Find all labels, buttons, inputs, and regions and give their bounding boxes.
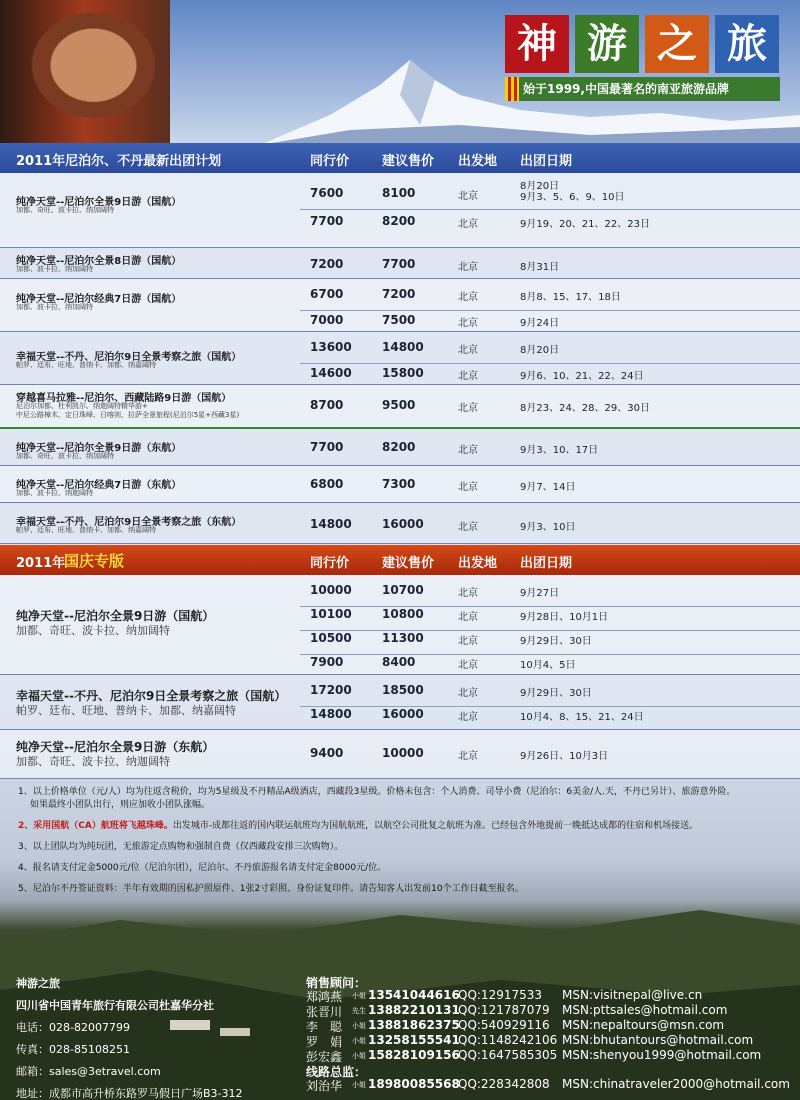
tour-route: 帕罗、廷布、旺地、普纳卡、加都、纳嘉阔特 [16, 704, 236, 717]
tour-name: 纯净天堂--尼泊尔全景9日游（东航） [16, 443, 182, 454]
retail-price: 18500 [382, 683, 424, 697]
agency-phone: 电话：028-82007799 [16, 1021, 130, 1034]
tour-route: 加都、奇旺、波卡拉、纳加阔特 [16, 452, 114, 460]
tour-row [300, 206, 800, 234]
person-phone: 13882210131 [368, 1003, 460, 1017]
retail-price: 7700 [382, 257, 416, 271]
retail-price: 10000 [382, 746, 424, 760]
note-4: 4、报名请支付定金5000元/位（尼泊尔团），尼泊尔、不丹旅游报名请支付定金8000元/位。 [18, 863, 387, 873]
departure-city: 北京 [458, 588, 478, 599]
agent-price: 7600 [310, 186, 344, 200]
departure-city: 北京 [458, 688, 478, 699]
section-title-prefix: 2011年 [16, 556, 66, 571]
departure-dates: 8月20日 9月3、5、6、9、10日 [520, 181, 625, 203]
departure-city: 北京 [458, 219, 478, 230]
section-header-national-day [0, 545, 800, 575]
tour-name: 纯净天堂--尼泊尔经典7日游（国航） [16, 294, 182, 305]
group-divider [0, 543, 800, 544]
tour-row [300, 178, 800, 206]
col-departure: 出发地 [458, 154, 498, 169]
retail-price: 7500 [382, 313, 416, 327]
director-heading: 线路总监： [306, 1065, 367, 1079]
departure-city: 北京 [458, 712, 478, 723]
departure-city: 北京 [458, 345, 478, 356]
tour-name: 纯净天堂--尼泊尔全景9日游（东航） [16, 740, 215, 754]
tour-row [300, 699, 800, 727]
tour-group [0, 730, 800, 778]
tour-name: 纯净天堂--尼泊尔经典7日游（东航） [16, 480, 182, 491]
col-agent-price: 同行价 [310, 154, 350, 169]
retail-price: 8200 [382, 214, 416, 228]
agent-price: 7900 [310, 655, 344, 669]
departure-city: 北京 [458, 636, 478, 647]
hero-banner [0, 0, 800, 145]
departure-dates: 9月29日、30日 [520, 636, 592, 647]
retail-price: 8400 [382, 655, 416, 669]
person-title: 小姐 [352, 1052, 366, 1060]
sales-person-row [306, 1033, 800, 1048]
agent-price: 7700 [310, 214, 344, 228]
tour-route: 加都、奇旺、波卡拉、纳加阔特 [16, 206, 114, 214]
departure-dates: 9月3、10日 [520, 522, 576, 533]
tour-group [0, 248, 800, 278]
person-title: 小姐 [352, 992, 366, 1000]
person-phone: 13881862375 [368, 1018, 460, 1032]
retail-price: 10800 [382, 607, 424, 621]
tour-route: 加都、波卡拉、纳加阔特 [16, 265, 93, 273]
tour-row [300, 332, 800, 360]
agent-price: 7200 [310, 257, 344, 271]
departure-dates: 9月7、14日 [520, 482, 576, 493]
agent-price: 10000 [310, 583, 352, 597]
person-title: 小姐 [352, 1037, 366, 1045]
col-retail-price: 建议售价 [382, 154, 435, 169]
tour-route: 帕罗、廷布、旺地、普纳卡、加都、纳嘉阔特 [16, 526, 156, 534]
retail-price: 9500 [382, 398, 416, 412]
tour-name: 纯净天堂--尼泊尔全景9日游（国航） [16, 609, 215, 623]
departure-dates: 9月27日 [520, 588, 560, 599]
tour-row [300, 358, 800, 386]
tour-name: 纯净天堂--尼泊尔全景8日游（国航） [16, 256, 182, 267]
agent-price: 14800 [310, 517, 352, 531]
col-departure: 出发地 [458, 556, 498, 571]
retail-price: 8100 [382, 186, 416, 200]
departure-dates: 8月20日 [520, 345, 560, 356]
col-dates: 出团日期 [520, 556, 573, 571]
person-name: 罗 娟 [306, 1035, 343, 1049]
person-qq: QQ:540929116 [458, 1018, 550, 1032]
tour-route: 中尼公路樟木、定日珠峰、日喀则、拉萨全景旅程(尼泊尔5星+西藏3星) [16, 411, 240, 419]
person-msn: MSN:nepaltours@msn.com [562, 1018, 725, 1032]
col-agent-price: 同行价 [310, 556, 350, 571]
retail-price: 7300 [382, 477, 416, 491]
brand-char-4: 旅 [715, 15, 779, 73]
retail-price: 7200 [382, 287, 416, 301]
agency-email: 邮箱：sales@3etravel.com [16, 1065, 161, 1078]
person-phone: 15828109156 [368, 1048, 460, 1062]
retail-price: 16000 [382, 517, 424, 531]
person-name: 郑鸿燕 [306, 990, 343, 1004]
agent-price: 14600 [310, 366, 352, 380]
agent-price: 7000 [310, 313, 344, 327]
departure-dates: 8月8、15、17、18日 [520, 292, 621, 303]
tour-group [0, 675, 800, 729]
departure-dates: 9月24日 [520, 318, 560, 329]
agent-price: 6800 [310, 477, 344, 491]
person-qq: QQ:1647585305 [458, 1048, 558, 1062]
sales-person-row [306, 1048, 800, 1063]
tour-route: 加都、奇旺、波卡拉、纳加阔特 [16, 624, 170, 637]
departure-dates: 9月29日、30日 [520, 688, 592, 699]
departure-dates: 9月28日、10月1日 [520, 612, 609, 623]
tour-group [0, 173, 800, 247]
departure-city: 北京 [458, 522, 478, 533]
person-msn: MSN:bhutantours@hotmail.com [562, 1033, 754, 1047]
sales-person-row [306, 1018, 800, 1033]
agent-price: 14800 [310, 707, 352, 721]
retail-price: 14800 [382, 340, 424, 354]
departure-city: 北京 [458, 660, 478, 671]
person-title: 先生 [352, 1007, 366, 1015]
person-phone: 13258155541 [368, 1033, 460, 1047]
note-1: 1、以上价格单位（元/人）均为往返含税价，均为5星级及不丹精品A级酒店，西藏段3星级。价格未包含：个人消费、司导小费（尼泊尔：6美金/人.天，不丹已另计）、旅游意外险。 如果最终小团队出行，则应加收小团队涨幅。 [18, 787, 736, 810]
tour-route: 加都、波卡拉、纳迦阔特 [16, 489, 93, 497]
sales-contacts [306, 974, 800, 1092]
departure-dates: 10月4、5日 [520, 660, 576, 671]
footer-contact [0, 900, 800, 1100]
tour-group [0, 466, 800, 502]
departure-dates: 8月31日 [520, 262, 560, 273]
tour-route: 帕罗、廷布、旺地、普纳卡、加都、纳嘉阔特 [16, 361, 156, 369]
departure-city: 北京 [458, 318, 478, 329]
director-row: 刘治华 小姐 18980085568 QQ:228342808 MSN:chinatraveler2000@hotmail.com [306, 1077, 790, 1093]
tour-name: 幸福天堂--不丹、尼泊尔9日全景考察之旅（东航） [16, 517, 242, 528]
tour-route: 尼泊尔加都、杜利凯尔、纳迦阔特精华游+ [16, 402, 148, 410]
agent-price: 13600 [310, 340, 352, 354]
departure-city: 北京 [458, 191, 478, 202]
agent-price: 8700 [310, 398, 344, 412]
section-title: 2011年尼泊尔、不丹最新出团计划 [16, 154, 222, 169]
departure-city: 北京 [458, 262, 478, 273]
agent-price: 10100 [310, 607, 352, 621]
person-msn: MSN:pttsales@hotmail.com [562, 1003, 728, 1017]
tour-name: 纯净天堂--尼泊尔全景9日游（国航） [16, 197, 182, 208]
tour-route: 加都、奇旺、波卡拉、纳迦阔特 [16, 755, 170, 768]
section-title-highlight: 国庆专版 [64, 552, 125, 570]
agent-price: 7700 [310, 440, 344, 454]
departure-city: 北京 [458, 612, 478, 623]
departure-city: 北京 [458, 445, 478, 456]
col-retail-price: 建议售价 [382, 556, 435, 571]
person-msn: MSN:shenyou1999@hotmail.com [562, 1048, 762, 1062]
retail-price: 10700 [382, 583, 424, 597]
agent-price: 6700 [310, 287, 344, 301]
section-header-2011-plans [0, 143, 800, 173]
departure-dates: 9月6、10、21、22、24日 [520, 371, 644, 382]
tour-group [0, 385, 800, 427]
departure-city: 北京 [458, 403, 478, 414]
tour-group [0, 429, 800, 465]
person-name: 李 聪 [306, 1020, 343, 1034]
agency-name: 四川省中国青年旅行有限公司杜嘉华分社 [16, 999, 214, 1012]
retail-price: 11300 [382, 631, 424, 645]
departure-dates: 10月4、8、15、21、24日 [520, 712, 644, 723]
tour-row [300, 432, 800, 460]
departure-dates: 9月19、20、21、22、23日 [520, 219, 650, 230]
person-title: 小姐 [352, 1022, 366, 1030]
tour-row [300, 305, 800, 333]
note-3: 3、以上团队均为纯玩团，无旅游定点购物和强制自费（仅西藏段安排三次购物）。 [18, 842, 344, 852]
person-msn: MSN:visitnepal@live.cn [562, 988, 703, 1002]
brand-char-3: 之 [645, 15, 709, 73]
person-phone: 13541044616 [368, 988, 460, 1002]
note-5: 5、尼泊尔不丹签证资料：半年有效期的因私护照原件、1张2寸彩照、身份证复印件。请告知客人出发前10个工作日截至报名。 [18, 884, 524, 894]
traveler-portrait-image [0, 0, 170, 145]
tour-row [300, 509, 800, 537]
tour-row [300, 279, 800, 307]
tour-group [0, 575, 800, 674]
departure-city: 北京 [458, 292, 478, 303]
person-name: 张晋川 [306, 1005, 343, 1019]
agency-fax: 传真：028-85108251 [16, 1043, 130, 1056]
tour-row [300, 738, 800, 766]
sales-list [306, 988, 800, 1063]
agent-price: 17200 [310, 683, 352, 697]
tour-name: 穿越喜马拉雅--尼泊尔、西藏陆路9日游（国航） [16, 393, 232, 404]
departure-city: 北京 [458, 751, 478, 762]
agency-brand: 神游之旅 [16, 977, 60, 990]
col-dates: 出团日期 [520, 154, 573, 169]
tour-group [0, 279, 800, 331]
retail-price: 16000 [382, 707, 424, 721]
sales-person-row [306, 988, 800, 1003]
retail-price: 15800 [382, 366, 424, 380]
tour-row [300, 469, 800, 497]
tagline-stripe [505, 77, 519, 101]
person-qq: QQ:1148242106 [458, 1033, 558, 1047]
brand-char-2: 游 [575, 15, 639, 73]
tour-group [0, 503, 800, 543]
agent-price: 10500 [310, 631, 352, 645]
agency-info [16, 973, 243, 1100]
note-2: 2、采用国航（CA）航班将飞越珠峰。出发城市-成都往返的国内联运航班均为国航航班，以航空公司批复之航班为准。已经包含外地提前一晚抵达成都的住宿和机场接送。 [18, 821, 699, 831]
tour-row [300, 647, 800, 675]
departure-dates: 9月3、10、17日 [520, 445, 599, 456]
retail-price: 8200 [382, 440, 416, 454]
departure-dates: 8月23、24、28、29、30日 [520, 403, 650, 414]
tour-row [300, 249, 800, 277]
tour-row [300, 390, 800, 418]
terms-notes [18, 786, 788, 904]
tour-name: 幸福天堂--不丹、尼泊尔9日全景考察之旅（国航） [16, 689, 287, 703]
person-qq: QQ:12917533 [458, 988, 543, 1002]
person-qq: QQ:121787079 [458, 1003, 550, 1017]
agent-price: 9400 [310, 746, 344, 760]
brand-char-1: 神 [505, 15, 569, 73]
brand-tagline: 始于1999,中国最著名的南亚旅游品牌 [505, 77, 780, 101]
tour-group [0, 332, 800, 384]
person-name: 彭宏鑫 [306, 1050, 343, 1064]
departure-dates: 9月26日、10月3日 [520, 751, 609, 762]
group-divider [0, 778, 800, 779]
departure-city: 北京 [458, 482, 478, 493]
departure-city: 北京 [458, 371, 478, 382]
tour-route: 加都、波卡拉、纳加阔特 [16, 303, 93, 311]
brand-logo [505, 15, 785, 103]
agency-address: 地址：成都市高升桥东路罗马假日广场B3-312 [16, 1087, 243, 1100]
tour-name: 幸福天堂--不丹、尼泊尔9日全景考察之旅（国航） [16, 352, 242, 363]
sales-person-row [306, 1003, 800, 1018]
sales-heading: 销售顾问： [306, 976, 367, 990]
